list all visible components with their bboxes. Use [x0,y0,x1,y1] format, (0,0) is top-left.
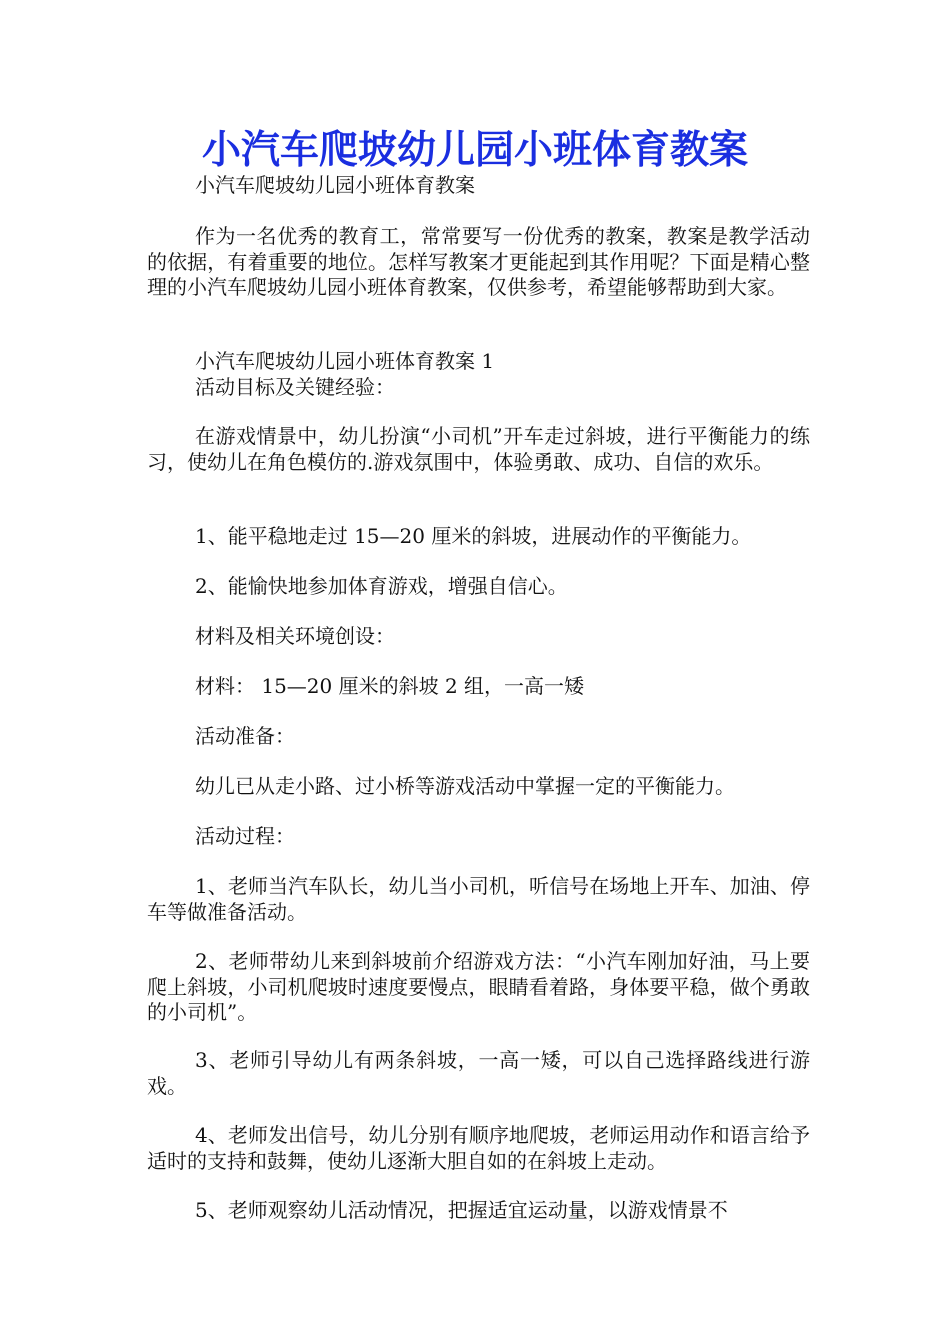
objective-item-2: 2、能愉快地参加体育游戏，增强自信心。 [195,574,568,598]
process-step-3: 3、老师引导幼儿有两条斜坡，一高一矮，可以自己选择路线进行游戏。 [147,1048,810,1098]
process-step-2: 2、老师带幼儿来到斜坡前介绍游戏方法：“小汽车刚加好油，马上要爬上斜坡，小司机爬坡时速度要慢点，眼睛看着路，身体要平稳，做个勇敢的小司机”。 [147,949,810,1024]
section-heading: 小汽车爬坡幼儿园小班体育教案 1 [195,349,495,373]
process-heading: 活动过程： [195,824,295,848]
subtitle-paragraph: 小汽车爬坡幼儿园小班体育教案 [195,173,475,197]
intro-paragraph: 作为一名优秀的教育工，常常要写一份优秀的教案，教案是教学活动的依据，有着重要的地位。怎样写教案才更能起到其作用呢？下面是精心整理的小汽车爬坡幼儿园小班体育教案，仅供参考，希望能够帮助到大家。 [147,224,810,299]
preparation-heading: 活动准备： [195,724,295,748]
process-step-5: 5、老师观察幼儿活动情况，把握适宜运动量，以游戏情景不 [195,1198,728,1222]
process-step-1: 1、老师当汽车队长，幼儿当小司机，听信号在场地上开车、加油、停车等做准备活动。 [147,874,810,924]
preparation-paragraph: 幼儿已从走小路、过小桥等游戏活动中掌握一定的平衡能力。 [195,774,735,798]
process-step-4: 4、老师发出信号，幼儿分别有顺序地爬坡，老师运用动作和语言给予适时的支持和鼓舞，使幼儿逐渐大胆自如的在斜坡上走动。 [147,1123,810,1173]
objectives-heading: 活动目标及关键经验： [195,375,395,399]
objective-item-1: 1、能平稳地走过 15—20 厘米的斜坡，进展动作的平衡能力。 [195,524,752,548]
materials-paragraph: 材料： 15—20 厘米的斜坡 2 组，一高一矮 [195,674,585,698]
objectives-paragraph: 在游戏情景中，幼儿扮演“小司机”开车走过斜坡，进行平衡能力的练习，使幼儿在角色模仿的.游戏氛围中，体验勇敢、成功、自信的欢乐。 [147,424,810,474]
materials-heading: 材料及相关环境创设： [195,624,395,648]
document-title: 小汽车爬坡幼儿园小班体育教案 [201,127,748,173]
